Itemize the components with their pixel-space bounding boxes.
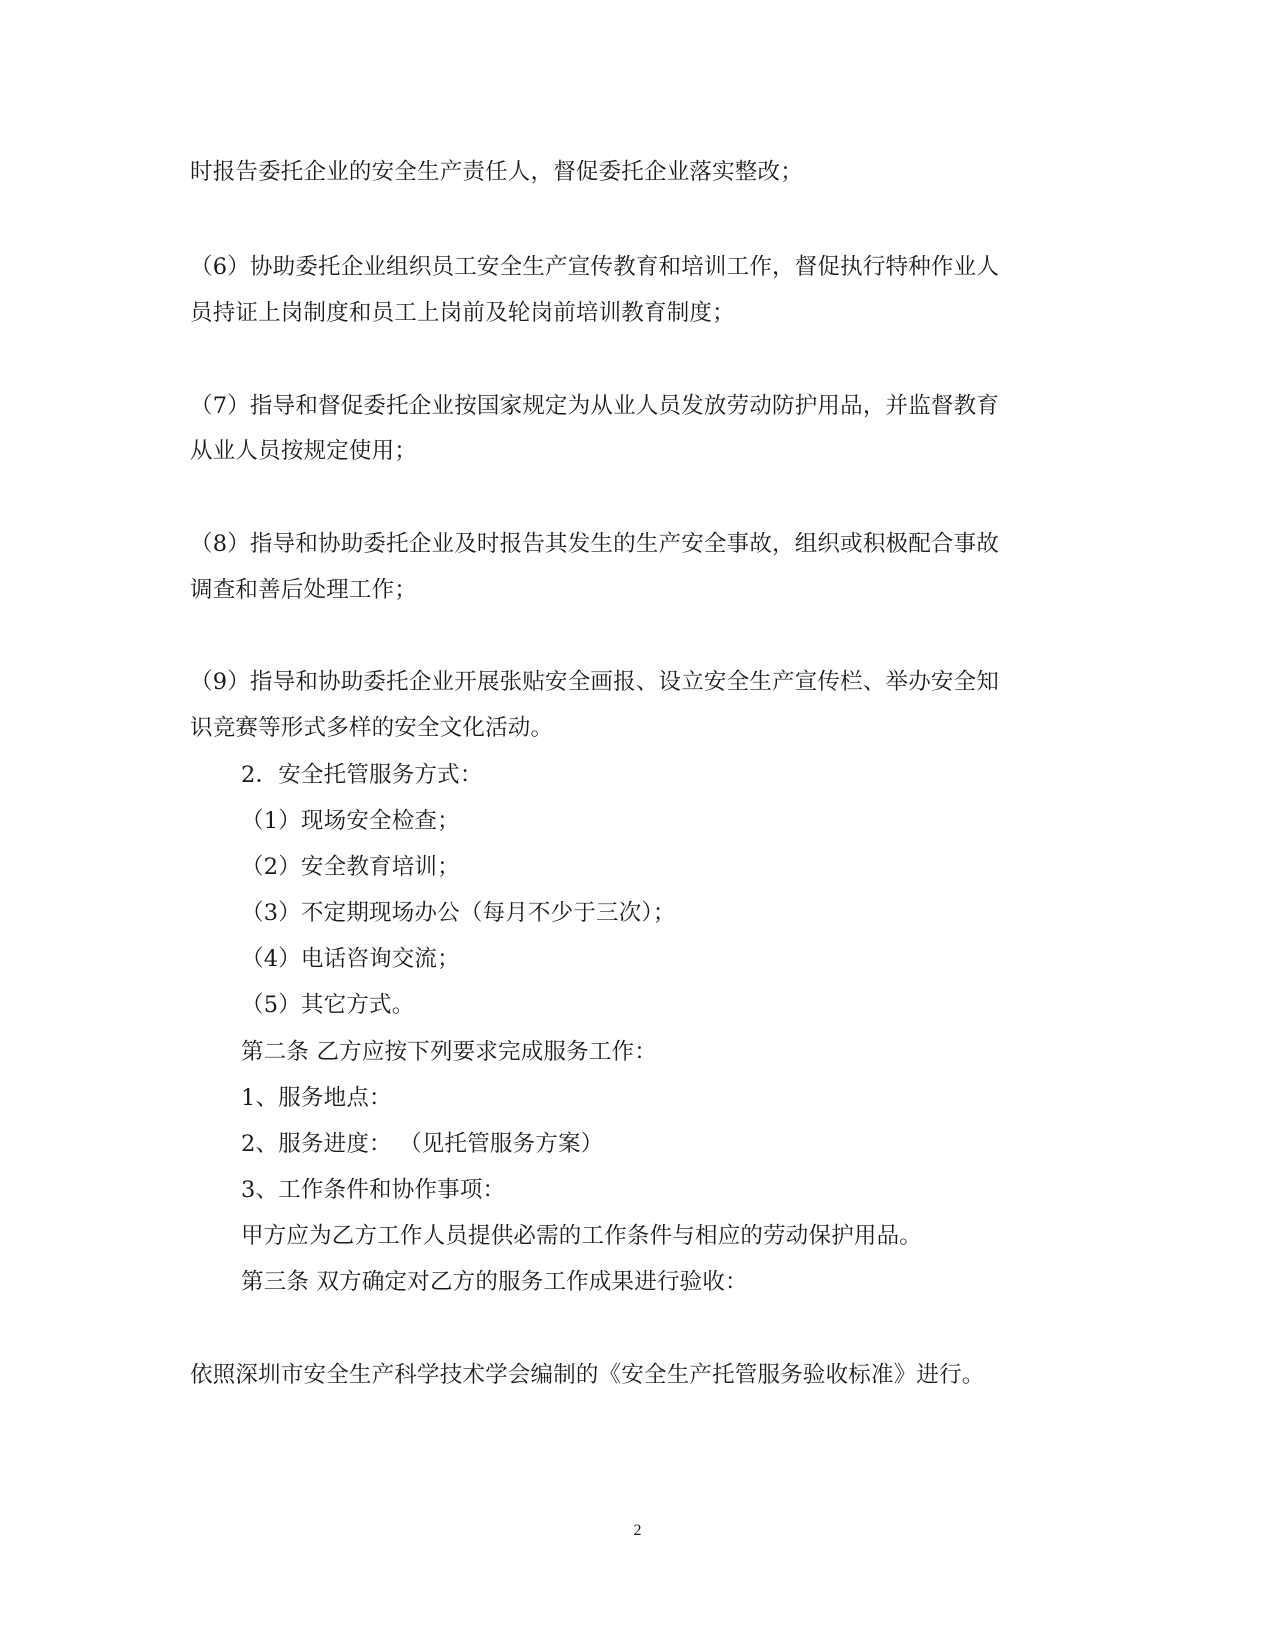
text-line: 调查和善后处理工作； xyxy=(190,577,418,603)
text-line: 识竞赛等形式多样的安全文化活动。 xyxy=(190,715,554,741)
text-line: （6）协助委托企业组织员工安全生产宣传教育和培训工作，督促执行特种作业人 xyxy=(190,254,1000,280)
section-heading: 2．安全托管服务方式： xyxy=(241,762,483,788)
text-line: 员持证上岗制度和员工上岗前及轮岗前培训教育制度； xyxy=(190,300,735,326)
article-heading: 第三条 双方确定对乙方的服务工作成果进行验收： xyxy=(241,1269,748,1295)
list-item: 1、服务地点： xyxy=(241,1085,392,1111)
list-item: （2）安全教育培训； xyxy=(241,854,460,880)
text-line: 依照深圳市安全生产科学技术学会编制的《安全生产托管服务验收标准》进行。 xyxy=(190,1362,985,1388)
text-line: （9）指导和协助委托企业开展张贴安全画报、设立安全生产宣传栏、举办安全知 xyxy=(190,669,1000,695)
list-item: （1）现场安全检查； xyxy=(241,808,460,834)
text-line: （8）指导和协助委托企业及时报告其发生的生产安全事故，组织或积极配合事故 xyxy=(190,531,1000,557)
text-line: （7）指导和督促委托企业按国家规定为从业人员发放劳动防护用品，并监督教育 xyxy=(190,393,1000,419)
article-heading: 第二条 乙方应按下列要求完成服务工作： xyxy=(241,1039,657,1065)
list-item: （4）电话咨询交流； xyxy=(241,946,460,972)
list-item: 3、工作条件和协作事项： xyxy=(241,1177,506,1203)
list-item: （3）不定期现场办公（每月不少于三次）； xyxy=(241,900,676,926)
page-number: 2 xyxy=(633,1522,642,1539)
text-line: 从业人员按规定使用； xyxy=(190,438,418,464)
list-item: 2、服务进度： （见托管服务方案） xyxy=(241,1131,604,1157)
text-line: 时报告委托企业的安全生产责任人，督促委托企业落实整改； xyxy=(190,159,803,185)
list-item: （5）其它方式。 xyxy=(241,992,415,1018)
text-line: 甲方应为乙方工作人员提供必需的工作条件与相应的劳动保护用品。 xyxy=(241,1223,923,1249)
